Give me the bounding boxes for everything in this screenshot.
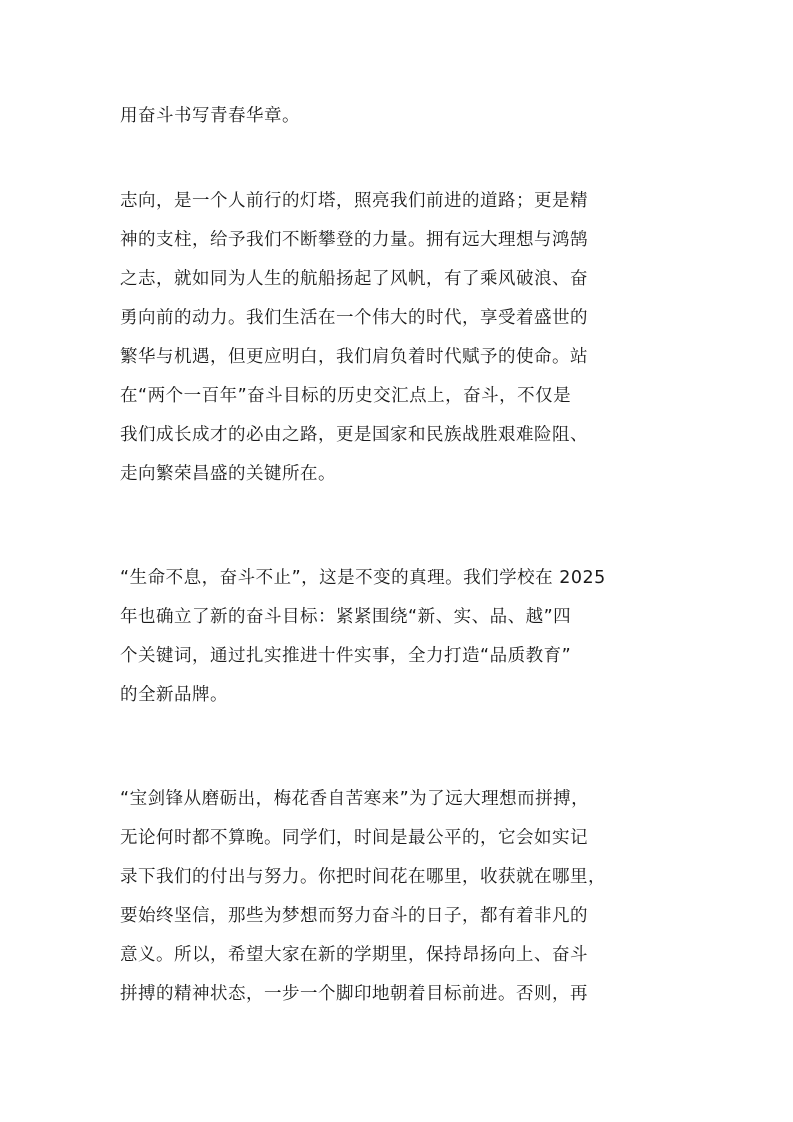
paragraph-4-line-4: 要始终坚信，那些为梦想而努力奋斗的日子，都有着非凡的: [120, 906, 588, 926]
paragraph-2-line-7: 我们成长成才的必由之路，更是国家和民族战胜艰难险阻、: [120, 425, 588, 445]
paragraph-4-line-6: 拼搏的精神状态，一步一个脚印地朝着目标前进。否则，再: [120, 984, 588, 1004]
paragraph-4-line-2: 无论何时都不算晚。同学们，时间是最公平的，它会如实记: [120, 828, 588, 848]
paragraph-2-line-2: 神的支柱，给予我们不断攀登的力量。拥有远大理想与鸿鹄: [120, 230, 588, 250]
paragraph-2-line-3: 之志，就如同为人生的航船扬起了风帆，有了乘风破浪、奋: [120, 269, 588, 289]
paragraph-3-line-3: 个关键词，通过扎实推进十件实事，全力打造“品质教育”: [120, 646, 572, 666]
paragraph-2-line-5: 繁华与机遇，但更应明白，我们肩负着时代赋予的使命。站: [120, 347, 588, 367]
paragraph-4-line-3: 录下我们的付出与努力。你把时间花在哪里，收获就在哪里，: [120, 867, 606, 887]
paragraph-4-line-5: 意义。所以，希望大家在新的学期里，保持昂扬向上、奋斗: [120, 945, 588, 965]
paragraph-3-line-2: 年也确立了新的奋斗目标：紧紧围绕“新、实、品、越”四: [120, 607, 572, 627]
paragraph-2-line-4: 勇向前的动力。我们生活在一个伟大的时代，享受着盛世的: [120, 308, 588, 328]
paragraph-4-line-1: “宝剑锋从磨砺出，梅花香自苦寒来”为了远大理想而拼搏，: [120, 789, 590, 809]
paragraph-3-line-4: 的全新品牌。: [120, 685, 228, 705]
paragraph-2-line-6: 在“两个一百年”奋斗目标的历史交汇点上，奋斗，不仅是: [120, 386, 572, 406]
paragraph-2-line-1: 志向，是一个人前行的灯塔，照亮我们前进的道路；更是精: [120, 191, 588, 211]
paragraph-2-line-8: 走向繁荣昌盛的关键所在。: [120, 464, 336, 484]
paragraph-1-line-1: 用奋斗书写青春华章。: [120, 106, 300, 126]
paragraph-3-line-1: “生命不息，奋斗不止”，这是不变的真理。我们学校在 2025: [120, 568, 606, 588]
